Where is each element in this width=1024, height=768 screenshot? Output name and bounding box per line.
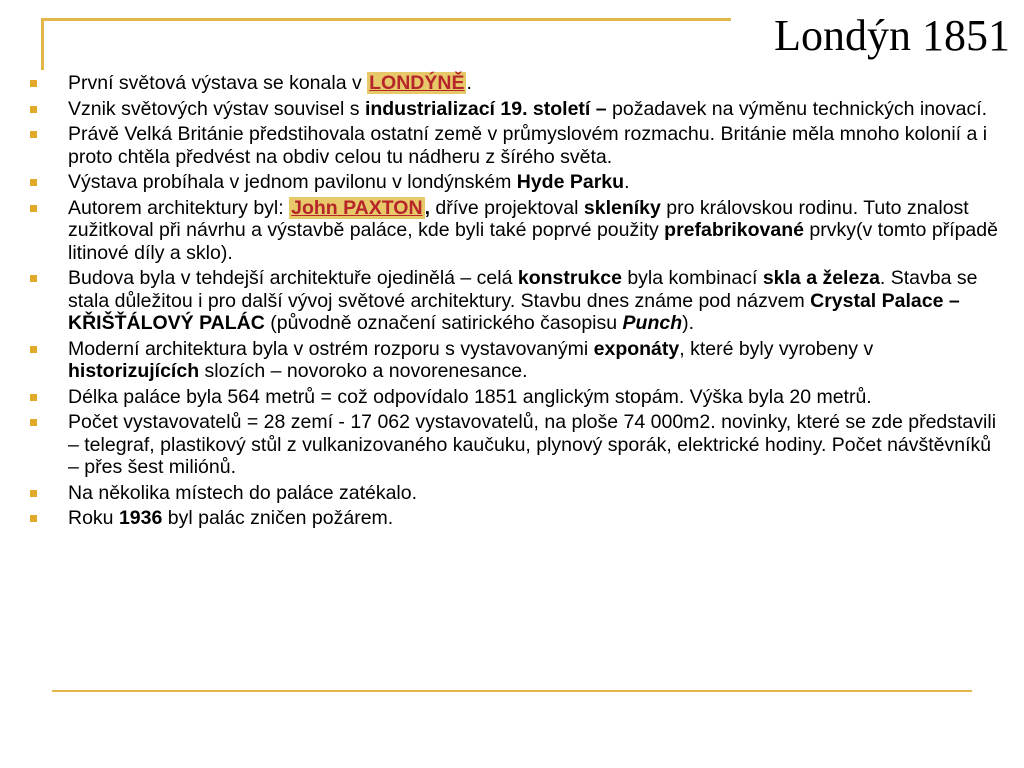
bullet-text: Vznik světových výstav souvisel s	[68, 97, 365, 120]
bullet-text: , které byly vyrobeny v	[679, 337, 874, 360]
bullet-item	[28, 411, 998, 479]
bullet-square-icon	[30, 490, 37, 497]
bullet-item	[28, 507, 998, 530]
bold-text: ,	[424, 196, 430, 219]
bullet-item	[28, 386, 998, 409]
bullet-text: Autorem architektury byl:	[68, 196, 290, 219]
bold-text: Crystal Palace – KŘIŠŤÁLOVÝ PALÁC	[68, 289, 960, 334]
bullet-text: Roku	[68, 507, 119, 529]
slide-title: Londýn 1851	[774, 11, 1010, 60]
bullet-text: .	[624, 171, 630, 193]
bullet-text: byla kombinací	[621, 267, 763, 289]
bullet-square-icon	[30, 515, 37, 522]
bullet-text: Právě Velká Británie předstihovala ostatní země v průmyslovém rozmachu. Británie měla mnoho kolonií a i proto chtěla předvést na obdiv celou tu nádheru z šírého světa.	[68, 123, 988, 168]
bullet-text: (původně označení satirického časopisu	[264, 312, 623, 334]
bullet-text: První světová výstava se konala v	[68, 72, 368, 94]
bullet-text: .	[466, 72, 472, 94]
bold-italic-text: Punch	[622, 312, 683, 334]
bullet-item	[28, 267, 998, 335]
bullet-item	[28, 197, 998, 265]
bold-text: konstrukce	[517, 267, 622, 289]
bullet-square-icon	[30, 205, 37, 212]
bullet-text: pro královskou rodinu. Tuto znalost zužitkoval při návrhu a výstavbě paláce, kde byli také poprvé použity	[68, 196, 969, 241]
bullet-text: prvky(v tomto případě litinové díly a sklo).	[68, 219, 998, 264]
bullet-square-icon	[30, 179, 37, 186]
bullet-text: dříve projektoval	[429, 196, 584, 219]
frame-left-line	[41, 18, 44, 70]
bullet-item	[28, 98, 998, 121]
bullet-square-icon	[30, 346, 37, 353]
bottom-rule	[52, 690, 972, 692]
bold-text: skleníky	[583, 196, 661, 219]
bullet-text: Budova byla v tehdejší architektuře ojedinělá – celá	[68, 267, 518, 289]
bold-text: skla a železa	[762, 267, 880, 289]
bullet-text: ).	[682, 312, 695, 334]
bold-text: Hyde Parku	[516, 171, 625, 193]
bullet-text: . Stavba se stala důležitou i pro další vývoj světové architektury. Stavbu dnes známe pod názvem	[68, 267, 978, 312]
bullet-text: Počet vystavovatelů = 28 zemí - 17 062 vystavovatelů, na ploše 74 000m2. novinky, které se zde představili – telegraf, plastikový stůl z vulkanizovaného kaučuku, plynový sporák, elektrické hodiny. Počet návštěvníků – přes šest miliónů.	[68, 411, 997, 478]
bullet-item	[28, 123, 998, 168]
bullet-square-icon	[30, 80, 37, 87]
bullet-text: byl palác zničen požárem.	[162, 507, 394, 529]
bold-text: 1936	[118, 507, 163, 529]
bullet-text: slozích – novoroko a novorenesance.	[199, 360, 528, 382]
bullet-text: Výstava probíhala v jednom pavilonu v londýnském	[68, 171, 517, 193]
bullet-square-icon	[30, 419, 37, 426]
bold-text: historizujících	[68, 360, 200, 382]
bullet-item	[28, 338, 998, 383]
bullet-list	[28, 72, 998, 533]
bullet-square-icon	[30, 275, 37, 282]
bullet-text: Moderní architektura byla v ostrém rozporu s vystavovanými	[68, 337, 594, 360]
bold-text: industrializací 19. století –	[364, 97, 607, 120]
bullet-item	[28, 171, 998, 194]
bold-text: prefabrikované	[664, 219, 804, 241]
bullet-text: Délka paláce byla 564 metrů = což odpovídalo 1851 anglickým stopám. Výška byla 20 metrů.	[68, 385, 872, 408]
bold-text: exponáty	[593, 337, 680, 360]
inline-link[interactable]: John PAXTON	[291, 196, 423, 219]
bullet-square-icon	[30, 394, 37, 401]
bullet-text: požadavek na výměnu technických inovací.	[606, 97, 988, 120]
bullet-square-icon	[30, 131, 37, 138]
frame-top-line	[41, 18, 731, 21]
bullet-item	[28, 482, 998, 505]
bullet-square-icon	[30, 106, 37, 113]
bullet-item	[28, 72, 998, 95]
inline-link[interactable]: LONDÝNĚ	[369, 72, 465, 94]
bullet-text: Na několika místech do paláce zatékalo.	[68, 481, 418, 504]
